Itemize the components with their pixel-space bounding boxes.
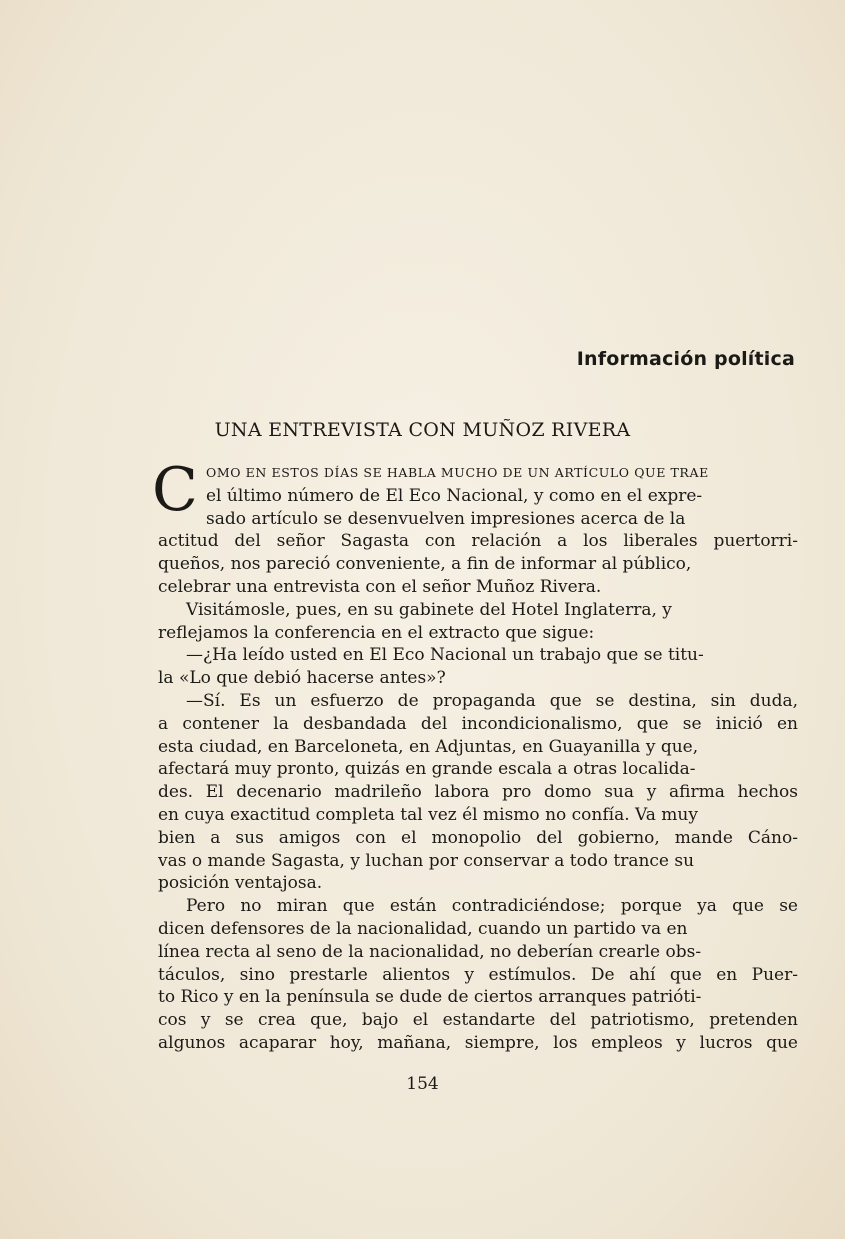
drop-cap: C [152,455,198,525]
text-line: sado artículo se desenvuelven impresiones acerca de la [206,508,686,529]
article-title: UNA ENTREVISTA CON MUÑOZ RIVERA [214,419,631,441]
text-line: —Sí. Es un esfuerzo de propaganda que se destina, sin duda, [186,690,798,711]
text-line: celebrar una entrevista con el señor Muñoz Rivera. [158,576,602,597]
text-line: actitud del señor Sagasta con relación a los liberales puertorri- [158,531,798,552]
page-number: 154 [406,1074,439,1094]
text-line: en cuya exactitud completa tal vez él mismo no confía. Va muy [158,804,698,825]
text-line: Visitámosle, pues, en su gabinete del Hotel Inglaterra, y [186,599,672,620]
text-line: queños, nos pareció conveniente, a fin de informar al público, [158,554,692,575]
text-line: el último número de El Eco Nacional, y como en el expre- [206,485,703,506]
text-line: la «Lo que debió hacerse antes»? [158,668,446,689]
text-line: OMO EN ESTOS DÍAS SE HABLA MUCHO DE UN ARTÍCULO QUE TRAE [206,465,709,480]
text-line: des. El decenario madrileño labora pro domo sua y afirma hechos [158,782,798,803]
text-line: Pero no miran que están contradiciéndose; porque ya que se [186,896,798,917]
text-line: cos y se crea que, bajo el estandarte del patriotismo, pretenden [158,1010,798,1031]
article-body [152,455,798,1055]
section-heading: Información política [576,348,795,370]
text-line: línea recta al seno de la nacionalidad, no deberían crearle obs- [158,941,702,962]
text-line: bien a sus amigos con el monopolio del gobierno, mande Cáno- [158,827,798,848]
text-line: reflejamos la conferencia en el extracto que sigue: [158,622,595,643]
text-line: esta ciudad, en Barceloneta, en Adjuntas, en Guayanilla y que, [158,736,699,757]
text-line: afectará muy pronto, quizás en grande escala a otras localida- [158,759,696,780]
text-line: posición ventajosa. [158,873,323,894]
text-line: dicen defensores de la nacionalidad, cuando un partido va en [158,918,688,939]
text-line: —¿Ha leído usted en El Eco Nacional un trabajo que se titu- [186,645,704,666]
text-line: algunos acaparar hoy, mañana, siempre, los empleos y lucros que [158,1032,798,1053]
text-line: to Rico y en la península se dude de ciertos arranques patrióti- [158,987,702,1008]
text-line: a contener la desbandada del incondicionalismo, que se inició en [158,713,798,734]
text-line: vas o mande Sagasta, y luchan por conservar a todo trance su [158,850,695,871]
text-line: táculos, sino prestarle alientos y estímulos. De ahí que en Puer- [158,964,798,985]
